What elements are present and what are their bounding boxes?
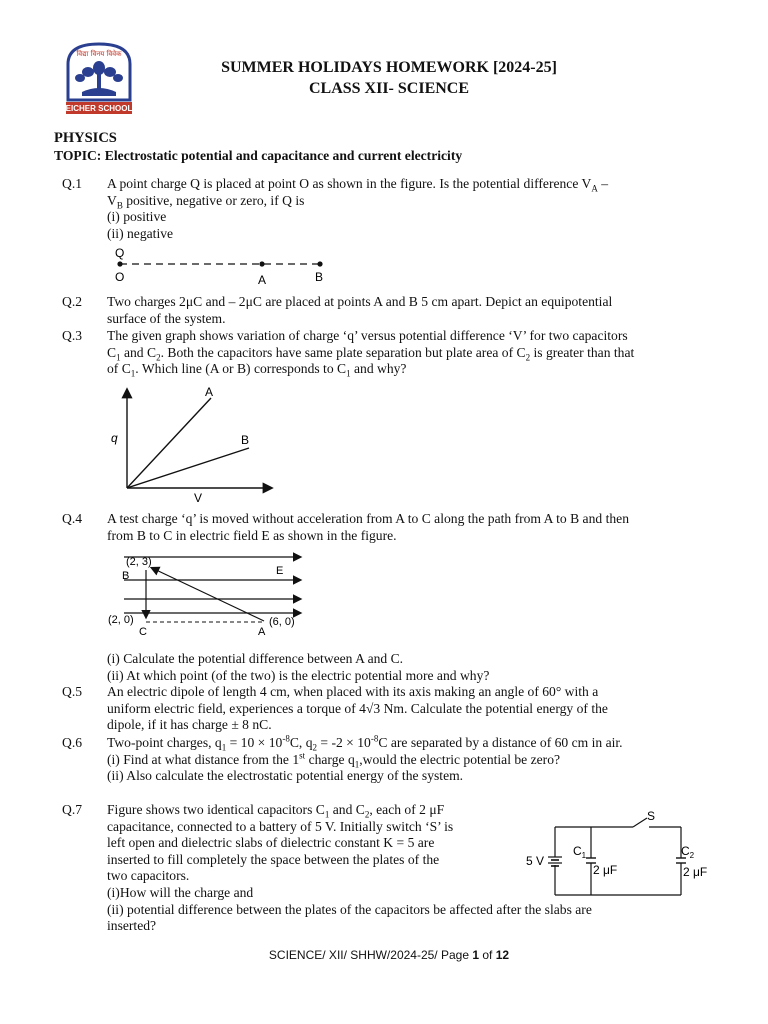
q1-label-a: A xyxy=(258,273,267,287)
q4-label-b: B xyxy=(122,570,130,582)
q2-number: Q.2 xyxy=(62,294,83,309)
q3-number: Q.3 xyxy=(62,328,83,343)
q1-body: A point charge Q is placed at point O as shown in the figure. Is the potential difference $V_A$ – $V_B$ positive, negative or zero, if Q is (i) positive (ii) negative xyxy=(107,176,609,241)
q5-number: Q.5 xyxy=(62,684,83,699)
topic-line xyxy=(54,148,462,165)
q3-label-b: B xyxy=(241,433,250,447)
q7-number: Q.7 xyxy=(62,802,83,817)
footer-page-total: 12 xyxy=(495,948,510,962)
q7-label-5v: 5 V xyxy=(526,854,545,868)
q7-label-c1: $C_1$ xyxy=(573,844,587,860)
logo-school-name: EICHER SCHOOL xyxy=(65,104,133,113)
q4-label-23: (2, 3) xyxy=(126,556,152,568)
q3-label-v: V xyxy=(194,491,203,505)
q7-body: Figure shows two identical capacitors $C_1$ and $C_2$, each of 2 μF capacitance, connected to a battery of 5 V. Initially switch ‘S’ is left open and dielectric slabs of dielectric constant K = 5 are inserted to fill completely the space between the plates of the two capacitors. (i)How will the charge and (ii) potential difference between the plates of the capacitors be affected after the slabs are inserted? xyxy=(107,802,592,934)
title-line-2: CLASS XII- SCIENCE xyxy=(308,80,470,97)
q1-label-b: B xyxy=(315,270,324,284)
q6-body: Two-point charges, $q_1 = 10 \times 10^{-8}C$, $q_2 = -2 \times 10^{-8}C$ are separated by a distance of 60 cm in air. (i) Find at what distance from the 1st charge $q_1,would$ the electric potential be zero? (ii) Also calculate the electrostatic potential energy of the system. xyxy=(107,733,623,784)
q3-label-a: A xyxy=(205,385,214,399)
q1-number: Q.1 xyxy=(62,176,83,191)
q2-body: Two charges 2μC and – 2μC are placed at points A and B 5 cm apart. Depict an equipotential surface of the system. xyxy=(107,294,613,326)
q4-body-bottom: (i) Calculate the potential difference between A and C. (ii) At which point (of the two) is the electric potential more and why? xyxy=(107,651,490,683)
q4-label-c: C xyxy=(139,626,147,638)
q4-number: Q.4 xyxy=(62,511,83,526)
q3-label-q: q xyxy=(111,431,118,445)
page-footer: SCIENCE/ XII/ SHHW/2024-25/ Page 1 of 12 xyxy=(268,948,510,962)
q4-label-a: A xyxy=(258,626,266,638)
topic-text: Electrostatic potential and capacitance and current electricity xyxy=(104,148,463,163)
q4-label-20: (2, 0) xyxy=(108,614,134,626)
q7-label-cap1: 2 μF xyxy=(593,863,618,877)
q7-label-c2: $C_2$ xyxy=(681,844,695,860)
q7-label-s: S xyxy=(647,809,656,823)
topic-label: TOPIC: xyxy=(54,148,102,163)
q7-label-cap2: 2 μF xyxy=(683,865,708,879)
q6-number: Q.6 xyxy=(62,735,83,750)
page-title xyxy=(0,57,768,99)
q4-label-60: (6, 0) xyxy=(269,616,295,628)
q7-circuit xyxy=(523,806,723,900)
q4-label-e: E xyxy=(276,565,284,577)
subject-heading: PHYSICS xyxy=(54,130,117,146)
q5-body: An electric dipole of length 4 cm, when placed with its axis making an angle of 60° with a uniform electric field, experiences a torque of 4√3 Nm. Calculate the potential energy of the dipole, if it has charge ± 8 nC. xyxy=(107,684,608,733)
q4-body-top: A test charge ‘q’ is moved without acceleration from A to C along the path from A to B and then from B to C in electric field E as shown in the figure. xyxy=(107,511,629,543)
q1-label-q: Q xyxy=(115,246,125,260)
q4-figure xyxy=(106,551,306,639)
q1-figure xyxy=(108,243,338,289)
footer-page-number: 1 xyxy=(472,948,480,962)
q1-label-o: O xyxy=(115,270,125,284)
q3-body: The given graph shows variation of charge ‘q’ versus potential difference ‘V’ for two capacitors $C_1$ and $C_2$. Both the capacitors have same plate separation but plate area of $C_2$ is greater than that of $C_1$. Which line (A or B) corresponds to $C_1$ and why? xyxy=(107,328,635,379)
title-line-1: SUMMER HOLIDAYS HOMEWORK [2024-25] xyxy=(221,59,557,76)
logo-motto: विद्या विनय विवेक xyxy=(76,50,122,58)
q3-graph xyxy=(108,384,278,506)
